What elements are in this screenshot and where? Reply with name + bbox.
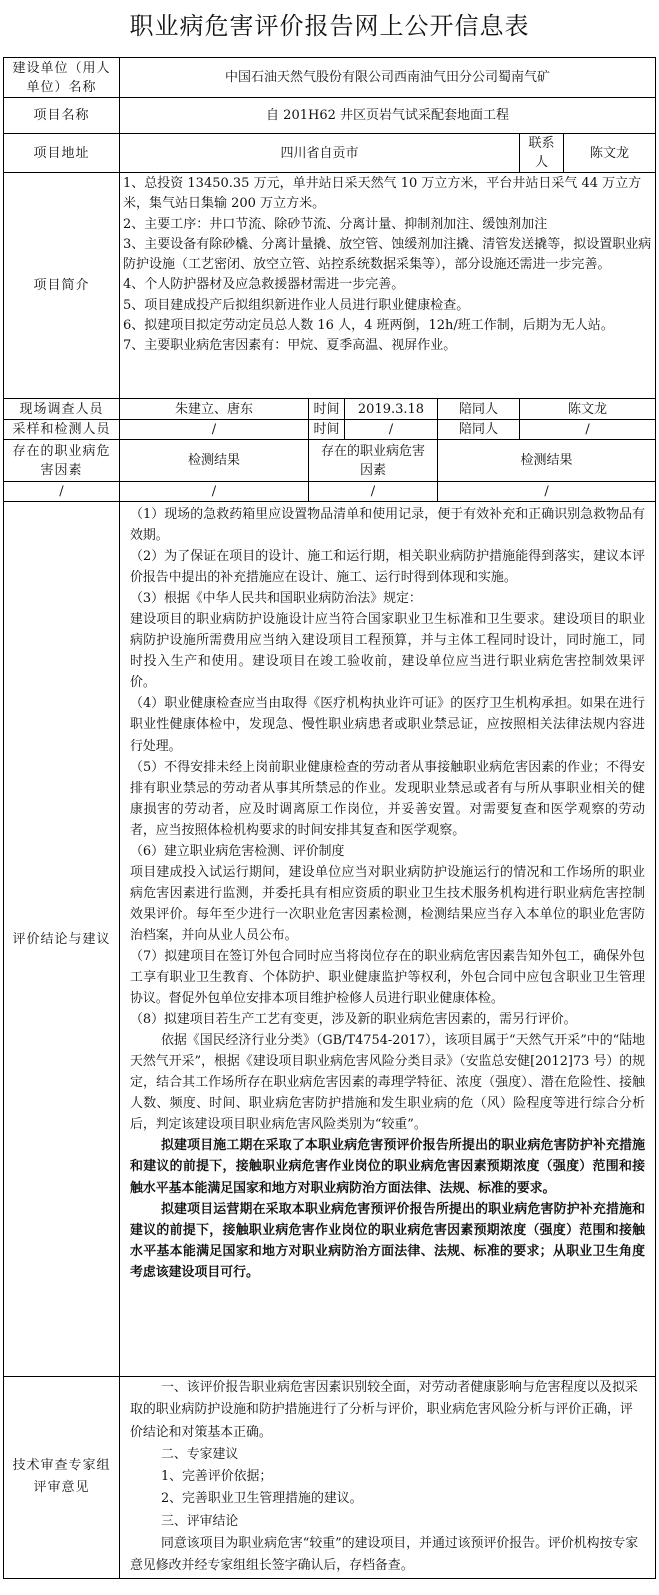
intro-item: 2、主要工序：井口节流、除砂节流、分离计量、抑制剂加注、缓蚀剂加注	[123, 216, 548, 232]
contact-label: 联系人	[520, 134, 564, 173]
conclusion-item: 拟建项目施工期在采取了本职业病危害预评价报告所提出的职业病危害防护补充措施和建议的前提下，接触职业病危害作业岗位的职业病危害因素预期浓度（强度）范围和接触水平基本能满足国家和地方对职业病防治方面法律、法规、标准的要求。	[130, 1138, 646, 1196]
expert-label: 技术审查专家组评审意见	[4, 1377, 120, 1579]
hazards-header-row	[4, 440, 656, 482]
survey-names: 朱建立、唐东	[120, 399, 309, 420]
survey-time: 2019.3.18	[345, 399, 438, 420]
sampling-companion: /	[520, 420, 656, 440]
intro-item: 6、拟建项目拟定劳动定员总人数 16 人，4 班两倒，12h/班工作制，后期为无人站。	[123, 318, 614, 334]
conclusion-item: （8）拟建项目若生产工艺有变更，涉及新的职业病危害因素的，需另行评价。	[130, 1012, 577, 1028]
hazards-data-row	[4, 482, 656, 502]
project-intro-content	[120, 173, 656, 399]
conclusion-item: （6）建立职业病危害检测、评价制度	[130, 843, 345, 859]
conclusion-item: 拟建项目运营期在采取本职业病危害预评价报告所提出的职业病危害防护补充措施和建议的前提下，接触职业病危害作业岗位的职业病危害因素预期浓度（强度）范围和接触水平基本能满足国家和地方对职业病防治方面法律、法规、标准的要求；从职业卫生角度考虑该建设项目可行。	[130, 1201, 646, 1280]
expert-content	[120, 1377, 656, 1579]
project-name-row	[4, 98, 656, 134]
intro-item: 5、项目建成投产后拟组织新进作业人员进行职业健康检查。	[123, 297, 470, 313]
intro-item: 1、总投资 13450.35 万元，单井站日采天然气 10 万立方米，平台井站日采气 44 万立方米，集气站日集输 200 万立方米。	[123, 176, 642, 212]
expert-item: 三、评审结论	[160, 1513, 239, 1529]
org-label: 建设单位（用人单位）名称	[4, 58, 120, 98]
conclusion-item: 建设项目的职业病防护设施设计应当符合国家职业卫生标准和卫生要求。建设项目的职业病防护设施所需费用应当纳入建设项目工程预算，并与主体工程同时设计，同时施工，同时投入生产和使用。建设项目在竣工验收前，建设单位应当进行职业病危害控制效果评价。	[130, 612, 646, 691]
org-value: 中国石油天然气股份有限公司西南油气田分公司蜀南气矿	[120, 58, 656, 98]
intro-item: 3、主要设备有除砂橇、分离计量撬、放空管、蚀缓剂加注撬、清管发送撬等，拟设置职业病防护设施（工艺密闭、放空立管、站控系统数据采集等），部分设施还需进一步完善。	[123, 236, 652, 273]
project-address-row	[4, 134, 656, 173]
conclusion-item: （1）现场的急救药箱里应设置物品清单和使用记录，便于有效补充和正确识别急救物品有效期。	[130, 507, 646, 544]
project-intro-label: 项目简介	[4, 173, 120, 399]
conclusion-item: （7）拟建项目在签订外包合同时应当将岗位存在的职业病危害因素告知外包工，确保外包工享有职业卫生教育、个体防护、职业健康监护等权利，外包合同中应包含职业卫生管理协议。督促外包单位安排本项目维护检修人员进行职业健康体检。	[130, 948, 646, 1007]
conclusion-item: 项目建成投入试运行期间，建设单位应当对职业病防护设施运行的情况和工作场所的职业病危害因素进行监测，并委托具有相应资质的职业卫生技术服务机构进行职业病危害控制效果评价。每年至少进行一次职业危害因素检测，检测结果应当存入本单位的职业危害防治档案，并向从业人员公布。	[130, 864, 646, 943]
conclusion-item: （5）不得安排未经上岗前职业健康检查的劳动者从事接触职业病危害因素的作业；不得安排有职业禁忌的劳动者从事其所禁忌的作业。发现职业禁忌或者有与所从事职业相关的健康损害的劳动者，应及时调离原工作岗位，并妥善安置。对需要复查和医学观察的劳动者，应当按照体检机构要求的时间安排其复查和医学观察。	[130, 759, 646, 838]
survey-label: 现场调查人员	[4, 399, 120, 420]
project-address-value: 四川省自贡市	[120, 134, 520, 173]
sampling-time-label: 时间	[309, 420, 345, 440]
survey-companion: 陈文龙	[520, 399, 656, 420]
hazard-result-value: /	[120, 482, 309, 502]
expert-item: 2、完善职业卫生管理措施的建议。	[160, 1491, 363, 1507]
expert-row	[4, 1377, 656, 1579]
conclusion-row	[4, 502, 656, 1377]
hazard-factor-value-2: /	[309, 482, 438, 502]
project-name-label: 项目名称	[4, 98, 120, 134]
conclusion-item: （3）根据《中华人民共和国职业病防治法》规定：	[130, 591, 422, 607]
hazard-result-header-2: 检测结果	[438, 440, 656, 482]
conclusion-label: 评价结论与建议	[4, 502, 120, 1377]
sampling-time: /	[345, 420, 438, 440]
hazard-factor-value: /	[4, 482, 120, 502]
conclusion-content	[120, 502, 656, 1377]
expert-item: 二、专家建议	[160, 1446, 239, 1462]
sampling-label: 采样和检测人员	[4, 420, 120, 440]
expert-item: 1、完善评价依据；	[160, 1469, 273, 1485]
contact-value: 陈文龙	[564, 134, 656, 173]
expert-item: 同意该项目为职业病危害“较重”的建设项目，并通过该预评价报告。评价机构按专家意见修改并经专家组组长签字确认后，存档备查。	[130, 1536, 639, 1574]
sampling-row	[4, 420, 656, 440]
project-address-label: 项目地址	[4, 134, 120, 173]
hazard-factor-header: 存在的职业病危害因素	[4, 440, 120, 482]
conclusion-item: （4）职业健康检查应当由取得《医疗机构执业许可证》的医疗卫生机构承担。如果在进行职业性健康体检中，发现急、慢性职业病患者或职业禁忌证，应按照相关法律法规内容进行处理。	[130, 696, 646, 754]
org-row	[4, 58, 656, 98]
page-title: 职业病危害评价报告网上公开信息表	[129, 12, 530, 40]
survey-row	[4, 399, 656, 420]
hazard-result-value-2: /	[438, 482, 656, 502]
hazard-result-header: 检测结果	[120, 440, 309, 482]
project-name-value: 自 201H62 井区页岩气试采配套地面工程	[120, 98, 656, 134]
intro-item: 7、主要职业病危害因素有：甲烷、夏季高温、视屏作业。	[123, 338, 457, 354]
project-intro-row	[4, 173, 656, 399]
survey-time-label: 时间	[309, 399, 345, 420]
expert-item: 一、该评价报告职业病危害因素识别较全面，对劳动者健康影响与危害程度以及拟采取的职业病防护设施和防护措施进行了分析与评价，职业病危害风险分析与评价正确，评价结论和对策基本正确。	[130, 1380, 638, 1440]
sampling-names: /	[120, 420, 309, 440]
hazard-factor-header-2: 存在的职业病危害因素	[309, 440, 438, 482]
sampling-companion-label: 陪同人	[438, 420, 520, 440]
survey-companion-label: 陪同人	[438, 399, 520, 420]
intro-item: 4、个人防护器材及应急救援器材需进一步完善。	[123, 277, 405, 293]
conclusion-item: 依据《国民经济行业分类》（GB/T4754-2017），该项目属于“天然气开采”中的“陆地天然气开采”，根据《建设项目职业病危害风险分类目录》（安监总安健[2012]73 号）的规定，结合其工作场所存在职业病危害因素的毒理学特征、浓度（强度）、潜在危险性、接触人数、频度、时间、职业病危害防护措施和发生职业病的危（风）险程度等进行综合分析后，判定该建设项目职业病危害风险类别为“较重”。	[130, 1033, 646, 1133]
conclusion-item: （2）为了保证在项目的设计、施工和运行期，相关职业病防护措施能得到落实，建议本评价报告中提出的补充措施应在设计、施工、运行时得到体现和实施。	[130, 549, 646, 586]
info-table	[3, 57, 656, 1579]
